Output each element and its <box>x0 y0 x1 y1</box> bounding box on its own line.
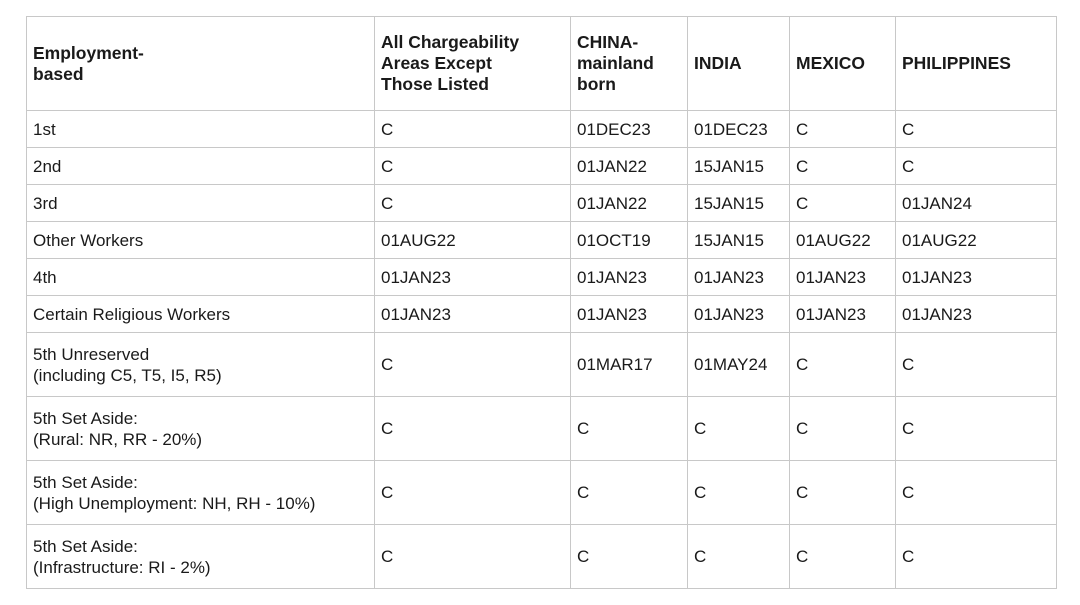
column-header-4 <box>790 17 896 111</box>
date-cell: C <box>790 185 896 222</box>
row-category-cell <box>27 222 375 259</box>
column-header-5 <box>896 17 1057 111</box>
category-text-line: 5th Set Aside: <box>33 472 138 492</box>
date-cell: 01JAN22 <box>571 185 688 222</box>
row-category-cell <box>27 185 375 222</box>
date-cell: C <box>571 461 688 525</box>
date-cell: 01AUG22 <box>790 222 896 259</box>
date-cell: 01JAN23 <box>688 296 790 333</box>
row-category-cell <box>27 296 375 333</box>
date-cell: 01MAY24 <box>688 333 790 397</box>
row-category-cell <box>27 525 375 589</box>
row-category-cell <box>27 111 375 148</box>
category-text-line: 5th Set Aside: <box>33 536 138 556</box>
date-cell: C <box>375 111 571 148</box>
category-text-line: (including C5, T5, I5, R5) <box>33 365 222 385</box>
date-cell: C <box>571 397 688 461</box>
table-row <box>27 296 1057 333</box>
header-text-line: CHINA- <box>577 32 639 52</box>
column-header-1 <box>375 17 571 111</box>
date-cell: C <box>790 148 896 185</box>
date-cell: 01JAN23 <box>571 296 688 333</box>
category-text-line: (High Unemployment: NH, RH - 10%) <box>33 493 316 513</box>
category-text-line: (Infrastructure: RI - 2%) <box>33 557 211 577</box>
header-text-line: Employment- <box>33 42 144 63</box>
date-cell: C <box>896 525 1057 589</box>
date-cell: C <box>375 148 571 185</box>
date-cell: 01JAN24 <box>896 185 1057 222</box>
date-cell: C <box>896 148 1057 185</box>
header-text-line: based <box>33 63 84 84</box>
date-cell: C <box>896 461 1057 525</box>
header-text-line: All Chargeability <box>381 32 520 52</box>
category-text-line: 1st <box>33 119 56 139</box>
date-cell: C <box>896 111 1057 148</box>
table-row <box>27 185 1057 222</box>
category-text-line: 3rd <box>33 193 58 213</box>
date-cell: 15JAN15 <box>688 185 790 222</box>
header-text-line: MEXICO <box>796 53 866 73</box>
visa-bulletin-table-container <box>26 16 1056 589</box>
category-text-line: 5th Set Aside: <box>33 408 138 428</box>
category-text-line: Other Workers <box>33 230 144 250</box>
date-cell: 01DEC23 <box>688 111 790 148</box>
employment-based-dates-table <box>26 16 1057 589</box>
date-cell: C <box>790 333 896 397</box>
date-cell: 01JAN23 <box>790 259 896 296</box>
date-cell: 01AUG22 <box>896 222 1057 259</box>
table-row <box>27 397 1057 461</box>
category-text-line: 4th <box>33 267 57 287</box>
date-cell: C <box>688 397 790 461</box>
date-cell: C <box>571 525 688 589</box>
date-cell: C <box>688 525 790 589</box>
date-cell: 01JAN23 <box>790 296 896 333</box>
date-cell: 01JAN23 <box>375 259 571 296</box>
category-text-line: Certain Religious Workers <box>33 304 231 324</box>
table-row <box>27 259 1057 296</box>
category-text-line: 5th Unreserved <box>33 344 150 364</box>
table-row <box>27 148 1057 185</box>
table-row <box>27 525 1057 589</box>
date-cell: C <box>790 461 896 525</box>
date-cell: 01JAN23 <box>571 259 688 296</box>
date-cell: 15JAN15 <box>688 148 790 185</box>
header-text-line: mainland <box>577 53 654 73</box>
header-row <box>27 17 1057 111</box>
date-cell: 01JAN22 <box>571 148 688 185</box>
column-header-2 <box>571 17 688 111</box>
row-category-cell <box>27 259 375 296</box>
row-category-cell <box>27 397 375 461</box>
date-cell: 01JAN23 <box>896 259 1057 296</box>
date-cell: 01MAR17 <box>571 333 688 397</box>
date-cell: C <box>688 461 790 525</box>
date-cell: 01JAN23 <box>688 259 790 296</box>
row-category-cell <box>27 461 375 525</box>
header-text-line: PHILIPPINES <box>902 53 1011 73</box>
date-cell: C <box>790 525 896 589</box>
date-cell: C <box>790 111 896 148</box>
header-text-line: born <box>577 74 616 94</box>
header-text-line: INDIA <box>694 53 742 73</box>
date-cell: 01OCT19 <box>571 222 688 259</box>
date-cell: 01AUG22 <box>375 222 571 259</box>
date-cell: C <box>896 333 1057 397</box>
date-cell: 01JAN23 <box>896 296 1057 333</box>
header-text-line: Areas Except <box>381 53 492 73</box>
category-text-line: (Rural: NR, RR - 20%) <box>33 429 203 449</box>
table-row <box>27 111 1057 148</box>
row-category-cell <box>27 333 375 397</box>
table-row <box>27 461 1057 525</box>
table-body <box>27 111 1057 589</box>
date-cell: 15JAN15 <box>688 222 790 259</box>
header-text-line: Those Listed <box>381 74 489 94</box>
date-cell: C <box>375 461 571 525</box>
date-cell: C <box>375 333 571 397</box>
column-header-3 <box>688 17 790 111</box>
table-row <box>27 333 1057 397</box>
table-row <box>27 222 1057 259</box>
category-text-line: 2nd <box>33 156 62 176</box>
date-cell: C <box>896 397 1057 461</box>
date-cell: C <box>375 397 571 461</box>
date-cell: C <box>790 397 896 461</box>
column-header-category <box>27 17 375 111</box>
date-cell: 01JAN23 <box>375 296 571 333</box>
row-category-cell <box>27 148 375 185</box>
date-cell: 01DEC23 <box>571 111 688 148</box>
date-cell: C <box>375 185 571 222</box>
date-cell: C <box>375 525 571 589</box>
